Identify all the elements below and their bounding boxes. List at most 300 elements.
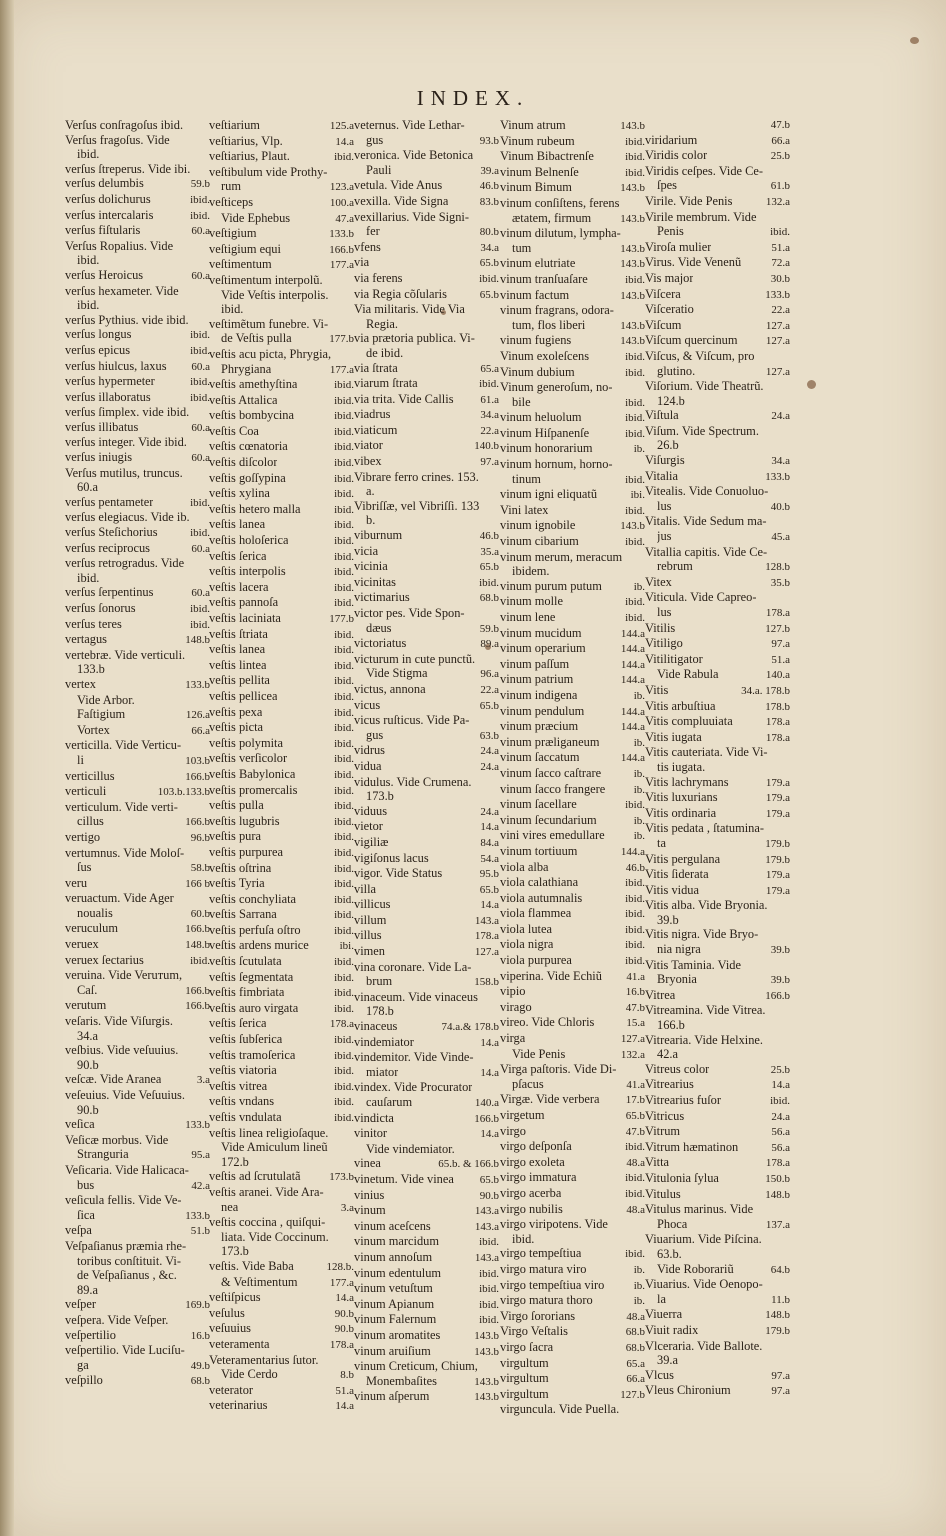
entry-page-ref: 178.a [474, 930, 499, 943]
index-entry [65, 937, 210, 953]
index-entry [65, 556, 210, 571]
entry-page-ref: 166.b [185, 770, 210, 783]
entry-page-ref: ib. [633, 736, 645, 749]
entry-term: rebrum [657, 559, 693, 574]
index-entry [500, 1309, 645, 1325]
index-entry [645, 178, 790, 194]
entry-term: vinum igni eliquatũ [500, 487, 598, 502]
index-entry [500, 487, 645, 503]
entry-term: Vitrearius [645, 1077, 694, 1092]
entry-term: Vitrum [645, 1124, 681, 1139]
entry-term: veſtis Babylonica [209, 766, 296, 781]
index-entry [65, 876, 210, 892]
entry-term: Vibriſſæ, vel Vibriſſi. 133 [354, 498, 480, 513]
index-entry [500, 149, 645, 165]
index-entry [645, 714, 790, 730]
entry-term: Vitulus marinus. Vide [645, 1202, 754, 1217]
entry-page-ref: 97.a [771, 638, 790, 651]
entry-term: vina coronare. Vide La- [354, 959, 472, 974]
entry-term: a. [366, 484, 375, 499]
entry-page-ref: 14.a [480, 1128, 499, 1141]
entry-page-ref: 66.a [626, 1373, 645, 1386]
entry-term: Vitis alba. Vide Bryonia. [645, 898, 768, 913]
entry-term: Phrygiana [221, 361, 272, 376]
entry-page-ref: ibid. [625, 1187, 645, 1200]
entry-page-ref: ibi. [630, 489, 645, 502]
entry-page-ref: ibid. [334, 1065, 354, 1078]
index-entry [354, 210, 499, 225]
entry-term: miator [366, 1064, 399, 1079]
entry-page-ref: 148.b [765, 1309, 790, 1322]
entry-term: veru [65, 875, 88, 890]
index-entry [354, 1312, 499, 1328]
entry-term: verſus hexameter. Vide [65, 283, 179, 298]
entry-term: vigiliæ [354, 834, 389, 849]
entry-page-ref: 143.b [474, 1391, 499, 1404]
entry-page-ref: ibid. [625, 1248, 645, 1261]
entry-page-ref: 143.a [474, 1251, 499, 1264]
entry-page-ref: 41.a [626, 1078, 645, 1091]
entry-page-ref: 51.a [771, 653, 790, 666]
entry-term: Vitrearia. Vide Helxine. [645, 1032, 764, 1047]
entry-term: vinaceus [354, 1019, 398, 1034]
entry-term: Vitrea [645, 987, 676, 1002]
index-entry [65, 1193, 210, 1208]
entry-term: pſacus [512, 1076, 544, 1091]
index-entry [645, 424, 790, 439]
index-entry [65, 1163, 210, 1178]
entry-term: Vitrum hæmatinon [645, 1139, 739, 1154]
index-entry [65, 814, 210, 830]
entry-term: vinum aromatites [354, 1327, 441, 1342]
index-entry [500, 1217, 645, 1232]
index-entry [209, 273, 354, 288]
entry-term: Vitta [645, 1155, 670, 1170]
index-entry [645, 379, 790, 394]
entry-term: veſtis linea religioſaque. [209, 1125, 329, 1140]
index-entry [65, 707, 210, 723]
entry-term: 42.a [657, 1047, 678, 1062]
index-entry [500, 626, 645, 642]
entry-term: Vitis [645, 682, 669, 697]
entry-term: vicus [354, 697, 381, 712]
index-entry [645, 927, 790, 942]
index-entry [354, 224, 499, 240]
entry-page-ref: 143.b [620, 212, 645, 225]
index-entry [209, 829, 354, 845]
entry-page-ref: 144.a [620, 643, 645, 656]
index-entry [209, 424, 354, 440]
entry-term: Verſus fragoſus. Vide [65, 132, 170, 147]
entry-term: villum [354, 912, 387, 927]
entry-page-ref: 47.b [625, 1125, 645, 1138]
index-entry [209, 1126, 354, 1141]
entry-term: Vitalia [645, 468, 678, 483]
entry-page-ref: ibid. [479, 1298, 499, 1311]
entry-page-ref: 169.b [185, 1299, 210, 1312]
entry-term: verticillus [65, 768, 115, 783]
entry-page-ref: 46.b [625, 861, 645, 874]
entry-term: villa [354, 881, 377, 896]
entry-page-ref: 143.b [474, 1345, 499, 1358]
entry-page-ref: 148.b [765, 1188, 790, 1201]
entry-term: vinum factum [500, 287, 570, 302]
entry-term: vertumnus. Vide Moloſ- [65, 845, 185, 860]
entry-page-ref: ibid. [625, 273, 645, 286]
entry-term: Vitiligo [645, 636, 683, 651]
index-entry [209, 1016, 354, 1032]
index-entry [500, 441, 645, 457]
index-entry [500, 118, 645, 134]
entry-page-ref: ibid. [334, 1112, 354, 1124]
entry-term: tum [512, 240, 532, 255]
entry-term: Viſorium. Vide Theatrũ. [645, 379, 764, 394]
entry-term: vinum paſſum [500, 656, 570, 671]
entry-term: cauſarum [366, 1095, 413, 1109]
entry-term: ibid. [221, 302, 244, 317]
entry-page-ref: 128.b. [326, 1260, 354, 1273]
entry-page-ref: ibid. [334, 519, 354, 532]
entry-page-ref: 127.a [765, 365, 790, 378]
index-entry [645, 514, 790, 529]
index-entry [65, 1147, 210, 1163]
entry-term: Stranguria [77, 1147, 129, 1162]
index-entry [500, 134, 645, 150]
index-entry [209, 1094, 354, 1110]
index-entry [645, 349, 790, 364]
entry-term: veſtis Tyria [209, 876, 265, 891]
index-entry [209, 767, 354, 783]
entry-term: viperina. Vide Echiũ [500, 968, 602, 983]
entry-term: viola nigra [500, 937, 554, 952]
entry-page-ref: ibid. [334, 893, 354, 906]
index-entry [354, 1095, 499, 1111]
index-entry [645, 438, 790, 453]
entry-term: vinaceum. Vide vinaceus [354, 989, 478, 1004]
entry-page-ref: ibid. [334, 151, 354, 164]
entry-page-ref: ib. [633, 580, 645, 593]
index-entry [209, 720, 354, 736]
entry-page-ref: 84.a [480, 836, 499, 849]
entry-term: veſtis ſtriata [209, 626, 268, 641]
entry-term: Caſ. [77, 982, 98, 997]
entry-term: la [657, 1291, 666, 1306]
index-entry [500, 1092, 645, 1108]
index-entry [65, 784, 210, 800]
index-entry [209, 408, 354, 424]
index-entry [645, 224, 790, 240]
entry-term: verſus fiſtularis [65, 223, 141, 238]
entry-term: vinum operarium [500, 641, 586, 656]
entry-page-ref: 133.b [765, 470, 790, 483]
entry-page-ref: 177.b [329, 613, 354, 625]
entry-page-ref: ibid. [334, 394, 354, 407]
entry-term: vidulus. Vide Crumena. [354, 774, 472, 789]
index-entry [354, 317, 499, 332]
entry-term: vertebræ. Vide verticuli. [65, 647, 186, 662]
index-entry [500, 226, 645, 241]
index-entry [65, 284, 210, 299]
entry-page-ref: 56.a [771, 1141, 790, 1154]
index-entry [500, 1015, 645, 1031]
entry-page-ref: 60.b [190, 907, 210, 920]
index-entry [500, 1000, 645, 1016]
index-entry [65, 390, 210, 406]
index-entry [354, 944, 499, 960]
entry-page-ref: ibid. [625, 504, 645, 517]
index-entry [65, 662, 210, 677]
entry-page-ref: 179.b [765, 853, 790, 866]
index-entry [209, 242, 354, 258]
entry-page-ref: 179.a [765, 884, 790, 897]
entry-page-ref: 66.a [771, 134, 790, 147]
entry-term: veſtiarium [209, 118, 260, 132]
entry-term: veſtis lacera [209, 579, 269, 594]
entry-page-ref: 66.a [191, 724, 210, 737]
index-entry [354, 1188, 499, 1204]
index-entry [645, 1062, 790, 1078]
index-entry [354, 1019, 499, 1035]
index-entry [645, 621, 790, 637]
entry-term: vidrus [354, 743, 385, 758]
index-entry [645, 942, 790, 958]
entry-page-ref: 60.a [191, 269, 210, 282]
index-entry [354, 819, 499, 835]
index-entry [645, 1323, 790, 1339]
entry-page-ref: 22.a [771, 304, 790, 317]
entry-term: Vitreus color [645, 1061, 710, 1076]
index-entry [209, 211, 354, 227]
entry-term: veſtis vitrea [209, 1078, 268, 1093]
entry-term: vietor [354, 819, 383, 834]
entry-page-ref: 97.a [480, 456, 499, 469]
entry-term: Virile. Vide Penis [645, 193, 733, 208]
entry-page-ref: ib. [633, 443, 645, 456]
index-entry [500, 426, 645, 442]
entry-page-ref: ib. [633, 830, 645, 843]
entry-page-ref: 93.b [479, 134, 499, 147]
index-entry [645, 1292, 790, 1308]
index-entry [65, 239, 210, 254]
index-entry [500, 503, 645, 519]
index-entry [354, 1219, 499, 1235]
entry-page-ref: ibid. [625, 908, 645, 921]
entry-term: veteramenta [209, 1336, 270, 1351]
index-entry [354, 1328, 499, 1344]
index-entry [645, 408, 790, 424]
entry-page-ref: ib. [633, 689, 645, 702]
entry-term: Viſcum quercinum [645, 333, 738, 348]
entry-page-ref: 128.b [765, 561, 790, 574]
entry-term: veruina. Vide Veruтum, [65, 968, 183, 983]
entry-term: virgo acerba [500, 1185, 562, 1200]
entry-page-ref: ibid. [334, 753, 354, 766]
entry-term: viola purpurea [500, 953, 572, 968]
entry-page-ref: 177.a [329, 1276, 354, 1289]
index-entry [500, 457, 645, 472]
index-entry [65, 921, 210, 937]
entry-term: vicinia [354, 559, 388, 574]
index-entry [65, 677, 210, 693]
entry-term: Vide Arbor. [77, 692, 135, 707]
entry-term: Vitis compluuiata [645, 714, 733, 729]
entry-page-ref: ibid. [334, 581, 354, 594]
entry-term: veſtis diſcolor [209, 455, 278, 470]
entry-term: ætatem, firmum [512, 210, 592, 225]
entry-term: veſeuius. Vide Veſuuius. [65, 1088, 185, 1102]
index-entry [209, 1001, 354, 1017]
index-entry [500, 550, 645, 565]
entry-term: vindicta [354, 1110, 394, 1125]
entry-term: verſus dolichurus [65, 191, 151, 206]
entry-term: 172.b [221, 1154, 249, 1169]
index-entry [209, 439, 354, 455]
entry-page-ref: 60.a [191, 452, 210, 465]
entry-page-ref: 49.b [190, 1359, 210, 1372]
entry-term: gus [366, 132, 384, 147]
index-entry [500, 750, 645, 766]
index-entry [65, 466, 210, 481]
entry-term: Vitis nigra. Vide Bryo- [645, 927, 759, 942]
index-entry [354, 1389, 499, 1405]
index-entry [354, 789, 499, 804]
entry-page-ref: ib. [633, 783, 645, 796]
entry-page-ref: 14.a [480, 1066, 499, 1079]
entry-term: veſtis purpurea [209, 844, 283, 859]
index-entry [354, 1281, 499, 1297]
entry-page-ref: ibid. [334, 675, 354, 688]
entry-term: veſtis pulla [209, 798, 264, 813]
entry-term: vinum dilutum, lympha- [500, 226, 621, 241]
index-entry [354, 361, 499, 377]
index-entry [65, 693, 210, 708]
index-entry [65, 147, 210, 162]
entry-term: vinum vetuſtum [354, 1281, 433, 1296]
entry-term: veſpertilio [65, 1327, 116, 1342]
entry-page-ref: 103.b.133.b [157, 786, 210, 799]
entry-page-ref: 89.a [480, 638, 499, 651]
index-entry [65, 162, 210, 177]
index-entry [354, 1359, 499, 1374]
index-entry [209, 517, 354, 533]
entry-term: vinum lene [500, 610, 556, 624]
index-entry [645, 287, 790, 303]
index-entry [354, 666, 499, 682]
entry-term: veſtis pexa [209, 704, 263, 719]
index-entry [500, 288, 645, 304]
entry-term: vinum ſecundarium [500, 812, 597, 827]
index-entry [209, 1215, 354, 1230]
entry-page-ref: 83.b [479, 195, 499, 208]
entry-term: Vinum rubeum [500, 133, 575, 148]
entry-page-ref: ibid. [334, 831, 354, 844]
entry-term: Vlcus [645, 1367, 674, 1382]
index-entry [645, 1277, 790, 1292]
entry-term: noualis [77, 905, 113, 920]
entry-page-ref: 166.b [474, 1112, 499, 1125]
entry-term: veſtis pura [209, 829, 261, 844]
entry-page-ref: 127.a [765, 319, 790, 332]
entry-term: vindemiator [354, 1034, 414, 1049]
index-entry [209, 798, 354, 814]
entry-term: veſtis lugubris [209, 813, 280, 828]
entry-term: veronica. Vide Betonica [354, 148, 474, 163]
index-entry [65, 983, 210, 999]
index-entry [209, 1353, 354, 1368]
index-entry [209, 892, 354, 908]
entry-page-ref: 60.a [191, 421, 210, 434]
index-entry [65, 541, 210, 557]
index-entry [645, 164, 790, 179]
entry-page-ref: 65.a [626, 1357, 645, 1370]
entry-term: veſtibulum vide Prothy- [209, 164, 328, 179]
entry-term: veſtis Coa [209, 423, 259, 438]
entry-page-ref: ibid. [190, 954, 210, 967]
index-entry [500, 860, 645, 876]
entry-page-ref: 140.a [474, 1097, 499, 1109]
entry-term: vidua [354, 758, 382, 773]
entry-term: viator [354, 438, 383, 453]
index-entry [500, 641, 645, 657]
entry-page-ref: ibid. [625, 427, 645, 440]
index-entry [500, 704, 645, 720]
entry-page-ref: 59.b [479, 622, 499, 635]
index-entry [354, 1050, 499, 1065]
entry-page-ref: ibid. [625, 151, 645, 164]
index-entry [65, 998, 210, 1014]
index-entry [645, 806, 790, 822]
index-entry [65, 118, 210, 133]
index-entry [645, 133, 790, 149]
entry-term: Vitilitigator [645, 651, 703, 666]
entry-term: li [77, 752, 84, 767]
entry-page-ref: 133.b [765, 288, 790, 301]
index-entry [65, 906, 210, 922]
index-entry [65, 601, 210, 617]
entry-term: viridarium [645, 132, 698, 147]
entry-term: Vinum atrum [500, 118, 566, 132]
entry-term: virgo deſponſa [500, 1139, 572, 1154]
entry-term: Virgo Veſtalis [500, 1324, 568, 1339]
index-entry [354, 1035, 499, 1051]
index-entry [65, 435, 210, 450]
index-entry [500, 984, 645, 1000]
index-entry [645, 852, 790, 868]
index-column-2 [209, 118, 354, 1414]
index-entry [645, 988, 790, 1004]
entry-term: verſus hiulcus, laxus [65, 358, 167, 373]
entry-term: 124.b [657, 393, 685, 408]
index-entry [645, 453, 790, 469]
entry-term: ibid. [77, 253, 100, 268]
entry-page-ref: 179.a [765, 792, 790, 805]
index-entry [65, 208, 210, 224]
index-entry [209, 1169, 354, 1185]
index-entry [645, 318, 790, 334]
entry-term: Vide Ephebus [221, 210, 291, 225]
index-entry [209, 165, 354, 180]
entry-page-ref: 47.b [770, 119, 790, 131]
index-entry [209, 331, 354, 347]
index-entry [65, 1103, 210, 1118]
index-entry [209, 195, 354, 211]
entry-term: virago [500, 999, 532, 1014]
entry-term: vinum præcium [500, 719, 579, 734]
entry-term: Penis [657, 224, 684, 239]
entry-term: viburnum [354, 528, 403, 543]
entry-term: ſica [77, 1207, 95, 1222]
entry-term: verticulum. Vide verti- [65, 799, 178, 814]
